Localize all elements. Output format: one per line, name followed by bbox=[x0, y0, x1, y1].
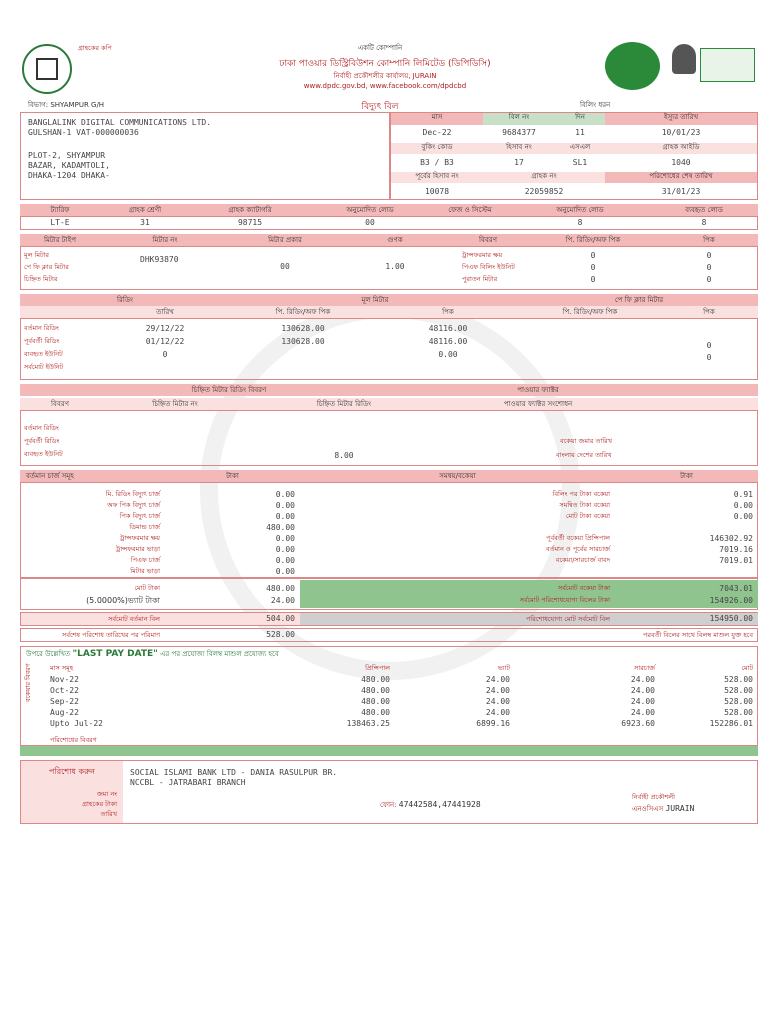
header-subtitle: একটি কোম্পানি bbox=[357, 44, 403, 52]
bi-h3-1: গ্রাহক নং bbox=[483, 172, 605, 183]
total-value: 480.00 bbox=[266, 584, 295, 593]
campaign-logo-2 bbox=[672, 44, 757, 88]
reading-sh-0: তারিখ bbox=[156, 308, 174, 316]
history-cell: 528.00 bbox=[724, 697, 753, 706]
meter-h-5: পি. রিডিং/অফ পিক bbox=[565, 236, 621, 244]
meter-no: DHK93870 bbox=[140, 255, 179, 264]
pf-sub-0: বিবরণ bbox=[51, 400, 69, 408]
vat-label: (5.0000%)ভ্যাট টাকা bbox=[86, 596, 160, 605]
bi-v2-2: SL1 bbox=[572, 158, 588, 167]
history-cell: Sep-22 bbox=[50, 697, 79, 706]
pf-right-1: বাংলায় দেশের তারিখ bbox=[556, 451, 612, 459]
adjust-value: 0.00 bbox=[733, 512, 753, 521]
signature-office-value: JURAIN bbox=[665, 804, 695, 813]
meter-peak-1: 0 bbox=[706, 263, 712, 272]
history-side-label: বকেয়ার বিবরণ bbox=[24, 663, 32, 702]
bi-h1-0: মাস bbox=[391, 113, 483, 125]
reading-sh-1: পি. রিডিং/অফ পিক bbox=[275, 308, 331, 316]
customer-addr3: DHAKA-1204 DHAKA- bbox=[28, 171, 110, 180]
charges-h-left: বর্তমান চার্জ সমূহ bbox=[26, 472, 74, 480]
reading-sh-2: পিক bbox=[442, 308, 454, 316]
charges-h-mid2: সমন্বয়/বকেয়া bbox=[439, 472, 476, 480]
tariff-h-5: অনুমোদিত লোড bbox=[556, 206, 604, 214]
meter-peak-2: 0 bbox=[706, 275, 712, 284]
company-name: ঢাকা পাওয়ার ডিস্ট্রিবিউশন কোম্পানি লিমিটেড (ডিপিডিসি) bbox=[279, 59, 491, 69]
charge-value: 0.00 bbox=[275, 490, 295, 499]
late-label: সর্বশেষ পরিশোধ তারিখের পর পরিমাণ bbox=[62, 631, 160, 639]
payment-label-0: জমা নং bbox=[96, 790, 117, 798]
charge-value: 0.00 bbox=[275, 545, 295, 554]
bi-h2-2: এসএল bbox=[555, 143, 605, 154]
arrear-label: বকেয়া/সারচার্জ বাবদ bbox=[555, 556, 610, 564]
bi-h2-1: হিসাব নং bbox=[483, 143, 555, 154]
adjust-value: 0.00 bbox=[733, 501, 753, 510]
history-footer: পরিশোধের বিবরণ bbox=[50, 736, 97, 744]
pf-row-0: বর্তমান রিডিং bbox=[24, 424, 59, 432]
signature-office-label: এনওসিএস bbox=[632, 805, 664, 813]
adjust-label: বিলিং পর টাকা বকেয়া bbox=[552, 490, 610, 498]
meter-desc-2: পুরাতন মিটার bbox=[462, 275, 498, 283]
history-note-key: "LAST PAY DATE" bbox=[72, 649, 158, 659]
history-cell: 528.00 bbox=[724, 686, 753, 695]
reading-peak-0: 48116.00 bbox=[428, 324, 468, 333]
bill-info-grid bbox=[390, 112, 758, 200]
history-header: প্রিন্সিপাল bbox=[365, 664, 390, 672]
signature-title: নির্বাহী প্রকৌশলী bbox=[632, 793, 676, 801]
tariff-v-2: 98715 bbox=[237, 218, 263, 227]
reading-sh-4: পিক bbox=[703, 308, 715, 316]
charge-value: 0.00 bbox=[275, 512, 295, 521]
charge-label: পিক বিদ্যুৎ চার্জ bbox=[119, 512, 160, 520]
history-cell: 480.00 bbox=[361, 708, 390, 717]
reading-row-0: বর্তমান রিডিং bbox=[24, 324, 59, 332]
vat-value: 24.00 bbox=[270, 596, 295, 605]
reading-offpeak-1: 130628.00 bbox=[281, 337, 325, 346]
charge-label: ট্রান্সফরমার ক্ষয় bbox=[119, 534, 160, 542]
history-cell: Upto Jul-22 bbox=[50, 719, 103, 728]
charge-label: অফ পিক বিদ্যুৎ চার্জ bbox=[107, 501, 160, 509]
office-line: নির্বাহী প্রকৌশলীর কার্যালয়, JURAIN bbox=[333, 72, 437, 80]
tariff-h-4: ফেজ ও সিস্টেম bbox=[448, 206, 492, 214]
bi-v1-0: Dec-22 bbox=[422, 128, 452, 137]
history-header: মোট bbox=[741, 664, 753, 672]
charge-value: 0.00 bbox=[275, 556, 295, 565]
total-label: মোট টাকা bbox=[134, 584, 160, 592]
history-cell: 138463.25 bbox=[346, 719, 390, 728]
meter-h-2: মিটার প্রকার bbox=[268, 236, 302, 244]
charge-value: 0.00 bbox=[275, 567, 295, 576]
history-note bbox=[26, 650, 279, 659]
meter-h-6: পিক bbox=[703, 236, 715, 244]
meter-h-1: মিটার নং bbox=[152, 236, 178, 244]
history-cell: 24.00 bbox=[485, 708, 510, 717]
bi-h1-3: ইস্যুর তারিখ bbox=[605, 113, 757, 125]
meter-multiplier: 1.00 bbox=[385, 262, 405, 271]
bi-h1-1: বিল নং bbox=[483, 113, 555, 125]
customer-addr1: PLOT-2, SHYAMPUR bbox=[28, 151, 106, 160]
signature-office bbox=[632, 804, 694, 814]
meter-h-4: বিবরণ bbox=[479, 236, 497, 244]
history-cell: 152286.01 bbox=[709, 719, 753, 728]
pf-sub-2: চিহ্নিত মিটার রিডিং bbox=[316, 400, 372, 408]
reading-pfc-1: 0 bbox=[706, 341, 712, 350]
pf-left-title: চিহ্নিত মিটার রিডিং বিবরণ bbox=[191, 386, 267, 394]
bi-h3-0: পূর্বের হিসাব নং bbox=[391, 172, 483, 183]
history-cell: 6923.60 bbox=[621, 719, 655, 728]
bi-v3-2: 31/01/23 bbox=[661, 187, 701, 196]
meter-offpeak-2: 0 bbox=[590, 275, 596, 284]
charge-label: পিএফ চার্জ bbox=[130, 556, 160, 564]
charge-label: মি. রিডিং বিদ্যুৎ চার্জ bbox=[105, 490, 160, 498]
reading-row-3: সর্বমোট ইউনিট bbox=[24, 363, 64, 371]
sum-value: 7043.01 bbox=[719, 584, 753, 593]
pf-right-title: পাওয়ার ফ্যাক্টর bbox=[517, 386, 559, 394]
bi-h2-3: গ্রাহক আইডি bbox=[605, 143, 757, 154]
history-cell: 6899.16 bbox=[476, 719, 510, 728]
charge-label: ডিমান্ড চার্জ bbox=[129, 523, 160, 531]
bi-v2-0: B3 / B3 bbox=[420, 158, 454, 167]
bi-v1-2: 11 bbox=[575, 128, 585, 137]
tariff-v-3: 00 bbox=[365, 218, 375, 227]
tariff-h-6: ব্যবহৃত লোড bbox=[685, 206, 723, 214]
meter-type-0: মূল মিটার bbox=[24, 251, 49, 259]
pf-sub-1: চিহ্নিত মিটার নং bbox=[152, 400, 198, 408]
pf-sub-3: পাওয়ার ফ্যাক্টর সংশোধন bbox=[503, 400, 573, 408]
history-cell: 24.00 bbox=[485, 686, 510, 695]
late-value: 528.00 bbox=[266, 630, 295, 639]
history-cell: 24.00 bbox=[630, 675, 655, 684]
rounded-value: 154950.00 bbox=[709, 614, 753, 623]
tariff-h-3: অনুমোদিত লোড bbox=[346, 206, 394, 214]
reading-th-2: পে ফি ক্লার মিটার bbox=[614, 296, 664, 304]
charge-value: 0.00 bbox=[275, 534, 295, 543]
tariff-v-6: 8 bbox=[701, 218, 707, 227]
history-note-post: এর পর প্রযোজ্য বিলম্ব মাশুল প্রযোজ্য হবে bbox=[160, 650, 279, 658]
pf-row-2: ব্যবহৃত ইউনিট bbox=[24, 450, 63, 458]
charge-label: মিটার ভাড়া bbox=[130, 567, 160, 575]
payment-phone-label: ফোন: bbox=[380, 801, 397, 809]
pf-row-1: পূর্ববর্তী রিডিং bbox=[24, 437, 60, 445]
payment-phone-value: 47442584,47441928 bbox=[398, 800, 481, 809]
payment-bank-1: SOCIAL ISLAMI BANK LTD - DANIA RASULPUR BR. bbox=[130, 768, 338, 777]
history-header: সারচার্জ bbox=[634, 664, 655, 672]
copy-tag: গ্রাহকের কপি bbox=[78, 44, 112, 52]
dpdc-logo bbox=[22, 44, 72, 94]
bi-v1-1: 9684377 bbox=[502, 128, 536, 137]
bi-v3-1: 22059852 bbox=[524, 187, 564, 196]
reading-row-2: ব্যবহৃত ইউনিট bbox=[24, 350, 63, 358]
tariff-h-2: গ্রাহক ক্যাটাগরি bbox=[228, 206, 272, 214]
history-cell: 24.00 bbox=[630, 697, 655, 706]
meter-h-0: মিটার টাইপ bbox=[43, 236, 77, 244]
pf-right-0: বকেয়া জমার তারিখ bbox=[560, 437, 612, 445]
meter-offpeak-0: 0 bbox=[590, 251, 596, 260]
meter-h-3: গুণক bbox=[387, 236, 403, 244]
net-value: 504.00 bbox=[266, 614, 295, 623]
arrear-label: পূর্ববর্তী বকেয়া প্রিন্সিপাল bbox=[546, 534, 610, 542]
sum-label: সর্বমোট বকেয়া টাকা bbox=[557, 584, 610, 592]
meter-offpeak-1: 0 bbox=[590, 263, 596, 272]
customer-addr2: BAZAR, KADAMTOLI, bbox=[28, 161, 110, 170]
billing-type-label: বিলিং ধরন bbox=[580, 101, 611, 109]
meter-desc-0: ট্রান্সফরমার ক্ষয় bbox=[462, 251, 503, 259]
history-header: মাস সমূহ bbox=[50, 664, 74, 672]
reading-th-1: মূল মিটার bbox=[361, 296, 389, 304]
history-cell: Oct-22 bbox=[50, 686, 79, 695]
meter-type-2: চিহ্নিত মিটার bbox=[24, 275, 58, 283]
history-cell: 24.00 bbox=[630, 708, 655, 717]
history-box bbox=[20, 646, 758, 746]
arrear-label: বর্তমান ও পূর্বের সারচার্জ bbox=[545, 545, 610, 553]
history-cell: Aug-22 bbox=[50, 708, 79, 717]
charge-value: 0.00 bbox=[275, 501, 295, 510]
reading-date-0: 29/12/22 bbox=[145, 324, 185, 333]
reading-date-1: 01/12/22 bbox=[145, 337, 185, 346]
bi-h3-2: পরিশোধের শেষ তারিখ bbox=[605, 172, 757, 183]
history-cell: 24.00 bbox=[630, 686, 655, 695]
grand-label: সর্বমোট পরিশোধযোগ্য বিলের টাকা bbox=[519, 596, 610, 604]
reading-sh-3: পি. রিডিং/অফ পিক bbox=[562, 308, 618, 316]
bi-v2-3: 1040 bbox=[671, 158, 691, 167]
meter-peak-0: 0 bbox=[706, 251, 712, 260]
bi-h1-2: দিন bbox=[555, 113, 605, 125]
adjust-value: 0.91 bbox=[733, 490, 753, 499]
rounded-label: পরিশোধযোগ্য মোট সর্বমোট বিল bbox=[526, 615, 610, 623]
arrear-value: 146302.92 bbox=[709, 534, 753, 543]
payment-title: পরিশোধ করুন bbox=[49, 767, 95, 776]
payment-label-2: তারিখ bbox=[100, 810, 117, 818]
bi-h2-0: বুকিং কোড bbox=[391, 143, 483, 154]
history-cell: 480.00 bbox=[361, 686, 390, 695]
reading-th-0: রিডিং bbox=[116, 296, 134, 304]
adjust-label: সমন্বিত টাকা বকেয়া bbox=[559, 501, 610, 509]
history-cell: 24.00 bbox=[485, 697, 510, 706]
arrear-value: 7019.16 bbox=[719, 545, 753, 554]
meter-kind: 00 bbox=[280, 262, 290, 271]
reading-pfc-2: 0 bbox=[706, 353, 712, 362]
meter-desc-1: পিএফ বিলিং ইউনিট bbox=[462, 263, 515, 271]
charges-h-right: টাকা bbox=[680, 472, 693, 480]
payment-phone bbox=[380, 800, 481, 810]
net-label: সর্বমোট বর্তমান বিল bbox=[108, 615, 160, 623]
bill-title: বিদ্যুৎ বিল bbox=[361, 102, 399, 112]
history-cell: 24.00 bbox=[485, 675, 510, 684]
division-label: বিভাগ bbox=[28, 101, 46, 109]
history-cell: 480.00 bbox=[361, 675, 390, 684]
history-cell: Nov-22 bbox=[50, 675, 79, 684]
adjust-label: মোট টাকা বকেয়া bbox=[565, 512, 610, 520]
late-note: পরবর্তী বিলের সাথে বিলম্ব মাশুল যুক্ত হবে bbox=[642, 631, 753, 639]
history-green-bar bbox=[20, 746, 758, 756]
customer-name: BANGLALINK DIGITAL COMMUNICATIONS LTD. bbox=[28, 118, 212, 127]
customer-line2: GULSHAN-1 VAT-000000036 bbox=[28, 128, 139, 137]
bi-v3-0: 10078 bbox=[424, 187, 450, 196]
charge-value: 480.00 bbox=[266, 523, 295, 532]
charge-label: ট্রান্সফরমার ভাড়া bbox=[115, 545, 160, 553]
tariff-v-5: 8 bbox=[577, 218, 583, 227]
bi-v2-1: 17 bbox=[514, 158, 524, 167]
history-cell: 480.00 bbox=[361, 697, 390, 706]
history-cell: 528.00 bbox=[724, 675, 753, 684]
tariff-h-0: ট্যারিফ bbox=[50, 206, 70, 214]
history-cell: 528.00 bbox=[724, 708, 753, 717]
history-note-pre: উপরে উল্লেখিত bbox=[26, 650, 71, 658]
payment-bank-2: NCCBL - JATRABARI BRANCH bbox=[130, 778, 246, 787]
web-line: www.dpdc.gov.bd, www.facebook.com/dpdcbd bbox=[303, 82, 467, 90]
campaign-logo-1 bbox=[605, 42, 660, 90]
tariff-v-1: 31 bbox=[140, 218, 150, 227]
arrear-value: 7019.01 bbox=[719, 556, 753, 565]
pf-value: 8.00 bbox=[334, 451, 354, 460]
division: বিভাগ: SHYAMPUR G/H bbox=[28, 101, 105, 109]
reading-offpeak-0: 130628.00 bbox=[281, 324, 325, 333]
meter-type-1: পে ফি ক্লার মিটার bbox=[24, 263, 69, 271]
tariff-v-0: LT-E bbox=[50, 218, 70, 227]
payment-label-1: গ্রাহকের টাকা bbox=[82, 800, 117, 808]
grand-value: 154926.00 bbox=[709, 596, 753, 605]
division-value: SHYAMPUR G/H bbox=[50, 101, 105, 109]
history-header: ভ্যাট bbox=[497, 664, 510, 672]
reading-peak-1: 48116.00 bbox=[428, 337, 468, 346]
reading-peak-2: 0.00 bbox=[438, 350, 458, 359]
bi-v1-3: 10/01/23 bbox=[661, 128, 701, 137]
charges-h-mid1: টাকা bbox=[226, 472, 239, 480]
reading-row-1: পূর্ববর্তী রিডিং bbox=[24, 337, 60, 345]
tariff-h-1: গ্রাহক শ্রেণী bbox=[128, 206, 162, 214]
reading-date-2: 0 bbox=[162, 350, 168, 359]
